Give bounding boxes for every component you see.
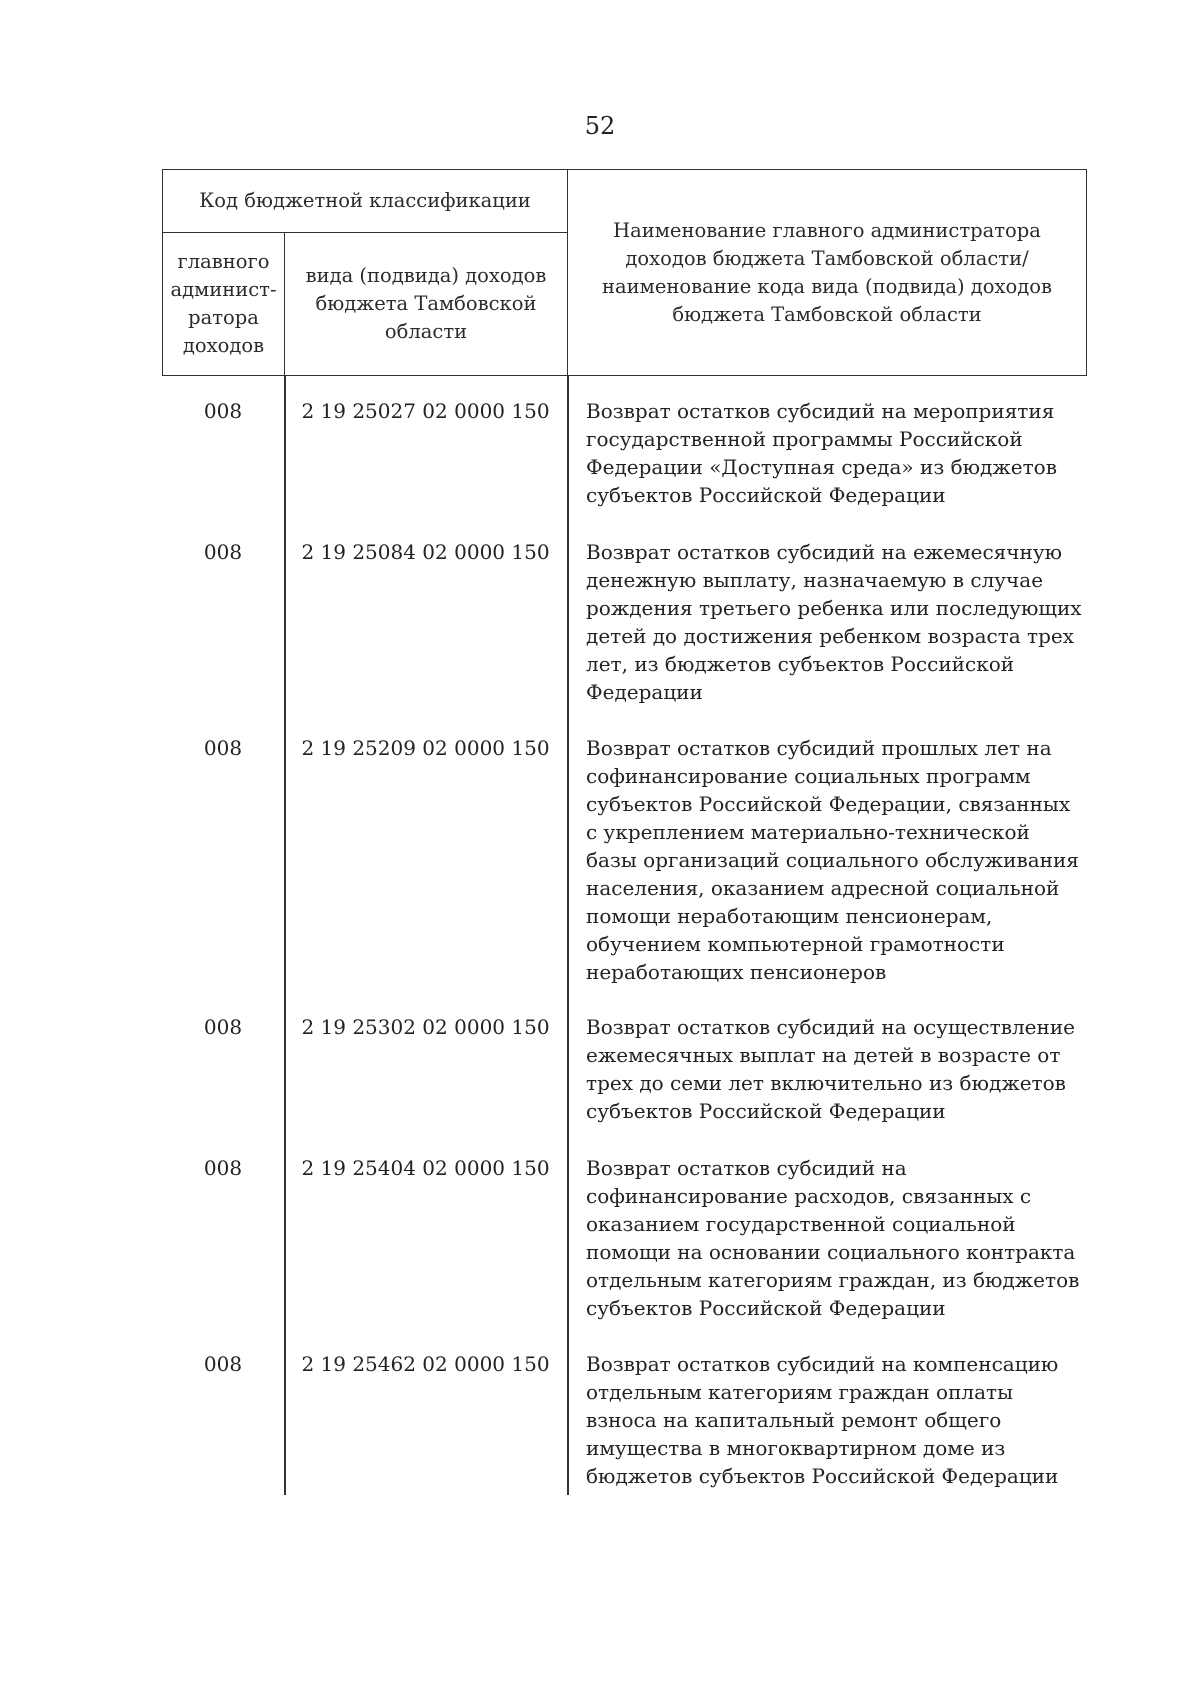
admin-code: 008 (203, 1156, 243, 1180)
description-line: субъектов Российской Федерации (586, 1296, 946, 1320)
table-header (162, 169, 1087, 376)
description-line: населения, оказанием адресной социальной (586, 876, 1060, 900)
income-description (586, 538, 1086, 706)
description-line: Федерации «Доступная среда» из бюджетов (586, 455, 1057, 479)
header-col-code: вида (подвида) доходов бюджета Тамбовской области (285, 233, 568, 376)
description-line: Возврат остатков субсидий на осуществление (586, 1015, 1075, 1039)
income-code: 2 19 25084 02 0000 150 (301, 540, 550, 564)
description-line: помощи на основании социального контракта (586, 1240, 1076, 1264)
income-code: 2 19 25404 02 0000 150 (301, 1156, 550, 1180)
description-line: софинансирование расходов, связанных с (586, 1184, 1032, 1208)
income-description (586, 1350, 1086, 1490)
description-line: денежную выплату, назначаемую в случае (586, 568, 1044, 592)
description-line: субъектов Российской Федерации, связанных (586, 792, 1071, 816)
description-line: государственной программы Российской (586, 427, 1023, 451)
admin-code: 008 (203, 1015, 243, 1039)
description-line: с укреплением материально-технической (586, 820, 1030, 844)
header-group-title: Код бюджетной классификации (163, 170, 568, 233)
description-line: взноса на капитальный ремонт общего (586, 1408, 1002, 1432)
admin-code: 008 (203, 540, 243, 564)
income-code: 2 19 25302 02 0000 150 (301, 1015, 550, 1039)
description-line: рождения третьего ребенка или последующих (586, 596, 1082, 620)
header-col-admin: главного админист-ратора доходов (163, 233, 285, 376)
description-line: обучением компьютерной грамотности (586, 932, 1005, 956)
description-line: софинансирование социальных программ (586, 764, 1031, 788)
page-number: 52 (584, 112, 616, 140)
description-line: лет, из бюджетов субъектов Российской (586, 652, 1015, 676)
admin-code: 008 (203, 399, 243, 423)
header-col-name: Наименование главного администратора доходов бюджета Тамбовской области/наименование кода вида (подвида) доходов бюджета Тамбовской области (568, 170, 1087, 376)
description-line: трех до семи лет включительно из бюджетов (586, 1071, 1066, 1095)
description-line: Возврат остатков субсидий на (586, 1156, 907, 1180)
income-code: 2 19 25209 02 0000 150 (301, 736, 550, 760)
description-line: имущества в многоквартирном доме из (586, 1436, 1006, 1460)
column-divider (567, 376, 569, 1495)
income-description (586, 397, 1086, 509)
income-description (586, 734, 1086, 986)
description-line: помощи неработающим пенсионерам, (586, 904, 993, 928)
description-line: оказанием государственной социальной (586, 1212, 1016, 1236)
income-code: 2 19 25462 02 0000 150 (301, 1352, 550, 1376)
description-line: ежемесячных выплат на детей в возрасте от (586, 1043, 1061, 1067)
description-line: отдельным категориям граждан, из бюджетов (586, 1268, 1080, 1292)
description-line: субъектов Российской Федерации (586, 483, 946, 507)
description-line: отдельным категориям граждан оплаты (586, 1380, 1014, 1404)
income-code: 2 19 25027 02 0000 150 (301, 399, 550, 423)
description-line: базы организаций социального обслуживания (586, 848, 1079, 872)
description-line: Возврат остатков субсидий на компенсацию (586, 1352, 1059, 1376)
description-line: детей до достижения ребенком возраста трех (586, 624, 1075, 648)
income-description (586, 1154, 1086, 1322)
admin-code: 008 (203, 1352, 243, 1376)
income-description (586, 1013, 1086, 1125)
description-line: бюджетов субъектов Российской Федерации (586, 1464, 1059, 1488)
description-line: субъектов Российской Федерации (586, 1099, 946, 1123)
description-line: Возврат остатков субсидий прошлых лет на (586, 736, 1052, 760)
description-line: неработающих пенсионеров (586, 960, 887, 984)
description-line: Возврат остатков субсидий на мероприятия (586, 399, 1055, 423)
description-line: Федерации (586, 680, 703, 704)
admin-code: 008 (203, 736, 243, 760)
description-line: Возврат остатков субсидий на ежемесячную (586, 540, 1063, 564)
